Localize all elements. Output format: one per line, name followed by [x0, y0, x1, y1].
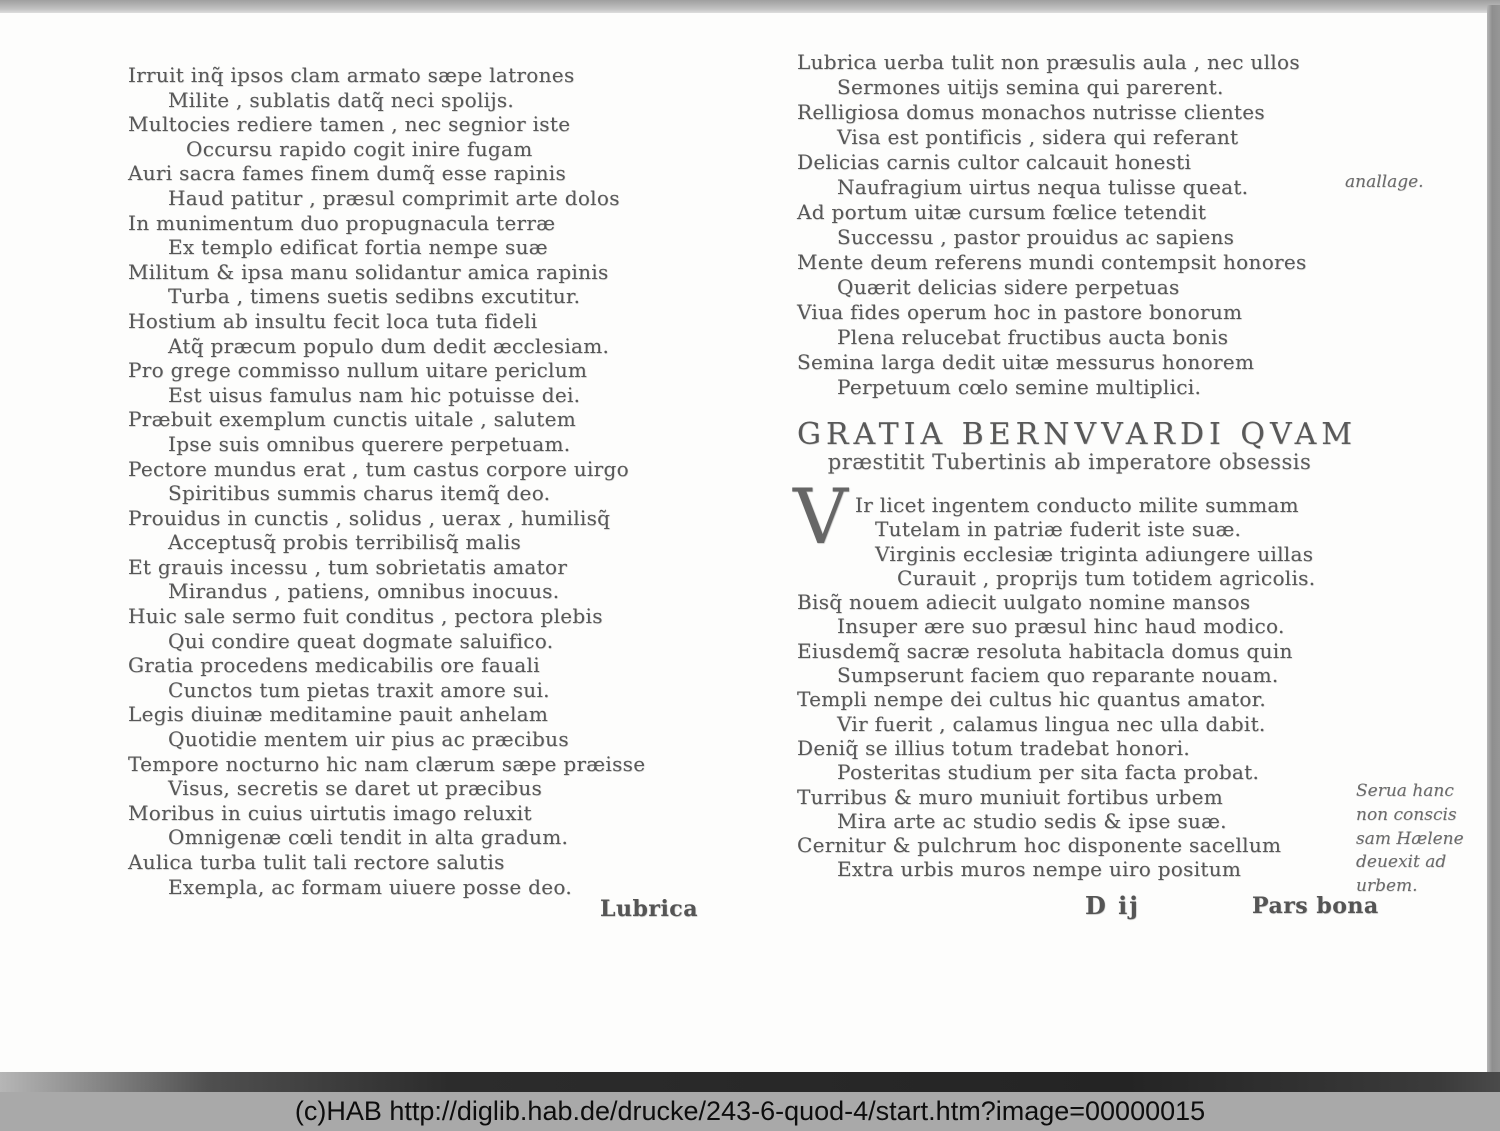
verse-line: Plena relucebat fructibus aucta bonis — [837, 325, 1229, 349]
verse-line: Hostium ab insultu fecit loca tuta fideli — [128, 308, 538, 333]
right-page-poem-top — [797, 50, 1357, 400]
verse-line: Ex templo edificat fortia nempe suæ — [168, 235, 548, 260]
verse-line: Auri sacra fames finem dumq̃ esse rapinis — [128, 161, 567, 186]
verse-line: Haud patitur , præsul comprimit arte dolos — [168, 185, 620, 210]
verse-line: Successu , pastor prouidus ac sapiens — [837, 225, 1235, 249]
right-page-catchword: Pars bona — [1252, 893, 1379, 919]
margin-note-serua-hanc — [1356, 780, 1464, 899]
verse-line: Semina larga dedit uitæ messurus honorem — [797, 350, 1255, 374]
verse-line: Atq̃ præcum populo dum dedit æcclesiam. — [168, 333, 610, 358]
verse-line: non conscis — [1356, 804, 1457, 825]
verse-line: Sumpserunt faciem quo reparante nouam. — [837, 663, 1279, 688]
margin-note-anallage: anallage. — [1345, 172, 1424, 192]
verse-line: Ad portum uitæ cursum fœlice tetendit — [797, 200, 1207, 224]
left-page-catchword: Lubrica — [600, 896, 698, 922]
verse-line: Bisq̃ nouem adiecit uulgato nomine mansos — [797, 590, 1251, 615]
viewer-caption-bar — [0, 1092, 1500, 1131]
verse-line: Gratia procedens medicabilis ore fauali — [128, 653, 540, 678]
verse-line: Huic sale sermo fuit conditus , pectora plebis — [128, 604, 603, 629]
verse-line: Perpetuum cœlo semine multiplici. — [837, 375, 1202, 399]
verse-line: Aulica turba tulit tali rectore salutis — [128, 850, 505, 874]
verse-line: Moribus in cuius uirtutis imago reluxit — [128, 800, 532, 825]
verse-line: Viua fides operum hoc in pastore bonorum — [797, 300, 1243, 324]
verse-line: Eiusdemq̃ sacræ resoluta habitacla domus quin — [797, 638, 1293, 663]
verse-line: Extra urbis muros nempe uiro positum — [837, 857, 1242, 882]
scan-right-edge — [1487, 5, 1500, 1075]
verse-line: Sermones uitijs semina qui parerent. — [837, 75, 1224, 99]
verse-line: Est uisus famulus nam hic potuisse dei. — [168, 382, 581, 407]
verse-line: Pro grege commisso nullum uitare periclum — [128, 358, 588, 383]
drop-cap-initial: V — [793, 472, 849, 561]
verse-line: Mira arte ac studio sedis & ipse suæ. — [837, 808, 1227, 833]
verse-line: In munimentum duo propugnacula terræ — [128, 210, 556, 235]
quire-signature: D ij — [1085, 891, 1140, 920]
verse-line: Vir fuerit , calamus lingua nec ulla dabit. — [837, 711, 1266, 736]
verse-line: Mente deum referens mundi contempsit honores — [797, 250, 1307, 274]
verse-line: Militum & ipsa manu solidantur amica rapinis — [128, 259, 609, 284]
verse-line: Serua hanc — [1356, 781, 1454, 801]
verse-line: Deniq̃ se illius totum tradebat honori. — [797, 735, 1191, 760]
verse-line: Cernitur & pulchrum hoc disponente sacellum — [797, 833, 1282, 858]
verse-line: Ir licet ingentem conducto milite summam — [855, 493, 1299, 517]
verse-line: Ipse suis omnibus querere perpetuam. — [168, 431, 571, 456]
verse-line: Milite , sublatis datq̃ neci spolijs. — [168, 87, 515, 112]
right-page-poem-bottom — [793, 472, 1357, 882]
verse-line: sam Hælene — [1356, 828, 1464, 849]
copyright-url-caption: (c)HAB http://diglib.hab.de/drucke/243-6-quod-4/start.htm?image=00000015 — [294, 1096, 1206, 1126]
verse-line: Curauit , proprijs tum totidem agricolis. — [897, 565, 1316, 590]
verse-line: Naufragium uirtus nequa tulisse queat. — [837, 175, 1249, 199]
verse-line: Quærit delicias sidere perpetuas — [837, 275, 1180, 299]
verse-line: Occursu rapido cogit inire fugam — [186, 136, 533, 161]
poem-lines — [797, 493, 1357, 882]
verse-line: Insuper ære suo præsul hinc haud modico. — [837, 614, 1285, 639]
verse-line: deuexit ad — [1356, 852, 1447, 873]
verse-line: Et grauis incessu , tum sobrietatis amator — [128, 554, 568, 579]
verse-line: Acceptusq̃ probis terribilisq̃ malis — [168, 530, 522, 555]
section-subheading: præstitit Tubertinis ab imperatore obsessis — [827, 450, 1312, 474]
verse-line: urbem. — [1356, 876, 1418, 897]
verse-line: Tempore nocturno hic nam clærum sæpe præisse — [128, 751, 646, 776]
verse-line: Qui condire queat dogmate saluifico. — [168, 628, 554, 653]
verse-line: Lubrica uerba tulit non præsulis aula , nec ullos — [797, 50, 1300, 74]
verse-line: Cunctos tum pietas traxit amore sui. — [168, 677, 550, 702]
verse-line: Omnigenæ cœli tendit in alta gradum. — [168, 825, 569, 850]
verse-line: Delicias carnis cultor calcauit honesti — [797, 150, 1192, 174]
verse-line: Tutelam in patriæ fuderit iste suæ. — [875, 517, 1242, 542]
verse-line: Virginis ecclesiæ triginta adiungere uillas — [875, 541, 1314, 566]
section-heading-block — [797, 417, 1358, 475]
verse-line: Pectore mundus erat , tum castus corpore uirgo — [128, 456, 629, 481]
verse-line: Exempla, ac formam uiuere posse deo. — [168, 874, 573, 899]
verse-line: Quotidie mentem uir pius ac præcibus — [168, 727, 569, 752]
scan-top-edge — [0, 0, 1500, 13]
verse-line: Legis diuinæ meditamine pauit anhelam — [128, 702, 549, 727]
scan-bottom-edge — [0, 1072, 1500, 1092]
verse-line: Visa est pontificis , sidera qui referant — [837, 125, 1239, 149]
left-page-verse-column — [128, 63, 673, 899]
verse-line: Irruit inq̃ ipsos clam armato sæpe latrones — [128, 63, 575, 87]
verse-line: Visus, secretis se daret ut præcibus — [168, 776, 543, 801]
verse-line: Posteritas studium per sita facta probat. — [837, 760, 1260, 785]
verse-line: Multocies rediere tamen , nec segnior iste — [128, 112, 571, 137]
verse-line: Prouidus in cunctis , solidus , uerax , humilisq̃ — [128, 505, 611, 530]
verse-line: Relligiosa domus monachos nutrisse clientes — [797, 100, 1265, 124]
verse-line: Turribus & muro muniuit fortibus urbem — [797, 784, 1223, 809]
verse-line: Templi nempe dei cultus hic quantus amator. — [797, 687, 1267, 712]
right-page-column — [793, 50, 1358, 882]
verse-line: Præbuit exemplum cunctis uitale , salutem — [128, 407, 576, 432]
verse-line: Turba , timens suetis sedibns excutitur. — [168, 284, 581, 309]
section-heading: GRATIA BERNVVARDI QVAM — [797, 417, 1358, 452]
verse-line: Mirandus , patiens, omnibus inocuus. — [168, 579, 560, 604]
verse-line: Spiritibus summis charus itemq̃ deo. — [168, 481, 551, 506]
